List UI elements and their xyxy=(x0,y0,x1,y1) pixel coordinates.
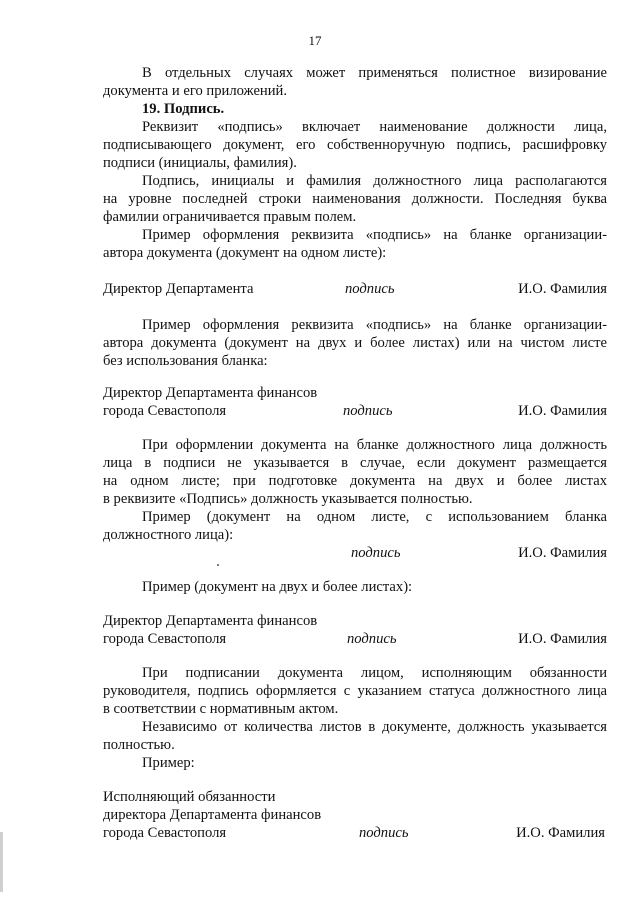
paragraph-line: При оформлении документа на бланке должностного лица должность xyxy=(142,437,607,453)
signature-position: Директор Департамента xyxy=(103,281,254,297)
paragraph-line: Пример (документ на двух и более листах): xyxy=(142,579,413,595)
paragraph-line: Пример (документ на одном листе, с использованием бланка xyxy=(142,509,607,525)
paragraph-line: документа и его приложений. xyxy=(103,83,287,99)
paragraph-line: Подпись, инициалы и фамилия должностного лица располагаются xyxy=(142,173,607,189)
signature-position: города Севастополя xyxy=(103,825,227,841)
scan-edge-mark xyxy=(0,832,3,892)
paragraph-line: При подписании документа лицом, исполняющим обязанности xyxy=(142,665,607,681)
signature-name: И.О. Фамилия xyxy=(518,403,607,419)
paragraph-line: Пример оформления реквизита «подпись» на бланке организации- xyxy=(142,227,607,243)
paragraph-line: на уровне последней строки наименования должности. Последняя буква xyxy=(103,191,607,207)
paragraph-line: Независимо от количества листов в документе, должность указывается xyxy=(142,719,607,735)
paragraph-line: лица в подписи не указывается в случае, если документ размещается xyxy=(103,455,607,471)
signature-position: Директор Департамента финансов xyxy=(103,385,318,401)
paragraph-line: руководителя, подпись оформляется с указанием статуса должностного лица xyxy=(103,683,607,699)
paragraph-line: автора документа (документ на одном листе): xyxy=(103,245,387,261)
signature-name: И.О. Фамилия xyxy=(518,281,607,297)
signature-position: Исполняющий обязанности xyxy=(103,789,276,805)
paragraph-line: автора документа (документ на двух и более листах) или на чистом листе xyxy=(103,335,607,351)
paragraph-line: В отдельных случаях может применяться полистное визирование xyxy=(142,65,607,81)
page-number: 17 xyxy=(308,33,322,48)
signature-position: Директор Департамента финансов xyxy=(103,613,318,629)
paragraph-line: в реквизите «Подпись» должность указывается полностью. xyxy=(103,491,473,507)
paragraph-line: подписи (инициалы, фамилия). xyxy=(103,155,297,171)
signature-position: города Севастополя xyxy=(103,403,227,419)
signature-placeholder: подпись xyxy=(347,631,397,647)
paragraph-line: полностью. xyxy=(103,737,175,753)
signature-placeholder: подпись xyxy=(343,403,393,419)
paragraph-line: в соответствии с нормативным актом. xyxy=(103,701,339,717)
signature-placeholder: подпись xyxy=(345,281,395,297)
paragraph-line: должностного лица): xyxy=(103,527,234,543)
signature-position: города Севастополя xyxy=(103,631,227,647)
paragraph-line: Пример оформления реквизита «подпись» на бланке организации- xyxy=(142,317,607,333)
signature-position: директора Департамента финансов xyxy=(103,807,322,823)
paragraph-line: Пример: xyxy=(142,755,195,771)
signature-name: И.О. Фамилия xyxy=(518,631,607,647)
signature-placeholder: подпись xyxy=(351,545,401,561)
speck xyxy=(217,564,219,566)
signature-name: И.О. Фамилия xyxy=(518,545,607,561)
paragraph-line: фамилии ограничивается правым полем. xyxy=(103,209,357,225)
paragraph-line: подписывающего документ, его собственноручную подпись, расшифровку xyxy=(103,137,607,153)
paragraph-line: без использования бланка: xyxy=(103,353,268,369)
paragraph-line: Реквизит «подпись» включает наименование должности лица, xyxy=(142,119,607,135)
paragraph-line: на одном листе; при подготовке документа на двух и более листах xyxy=(103,473,607,489)
section-heading: 19. Подпись. xyxy=(142,101,225,117)
signature-name: И.О. Фамилия xyxy=(516,825,605,841)
signature-placeholder: подпись xyxy=(359,825,409,841)
